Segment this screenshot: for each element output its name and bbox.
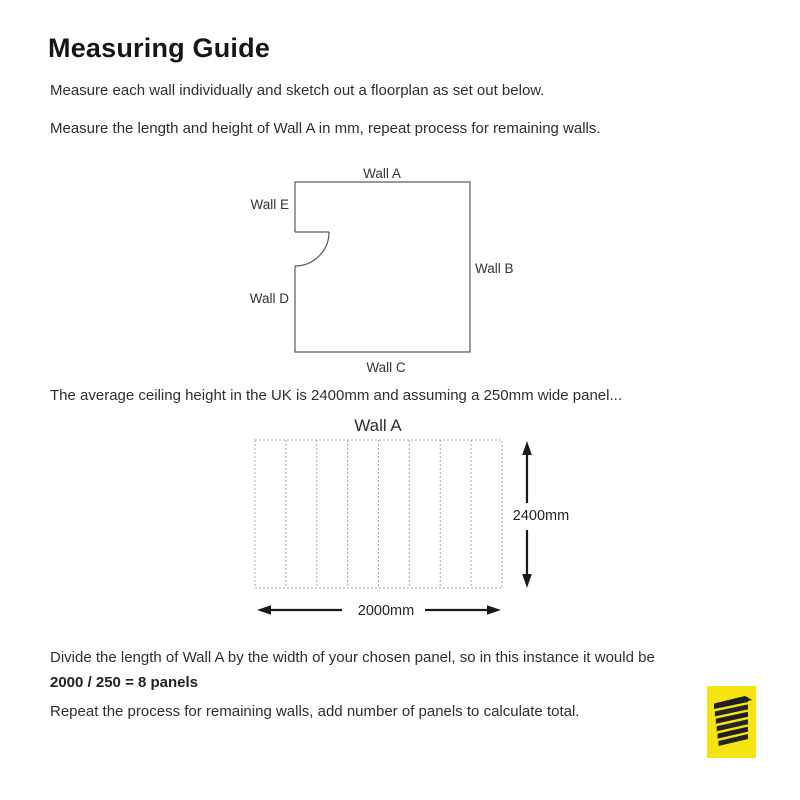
divide-instruction-text: Divide the length of Wall A by the width of your chosen panel, so in this instance it would be	[50, 649, 655, 666]
floorplan-diagram	[240, 158, 530, 380]
arrow-down-icon	[522, 574, 532, 588]
width-dimension-label: 2000mm	[357, 603, 415, 619]
arrow-up-icon	[522, 441, 532, 455]
page-title: Measuring Guide	[48, 33, 271, 63]
panel-formula-text: 2000 / 250 = 8 panels	[50, 674, 199, 691]
floorplan-walls	[295, 182, 470, 352]
width-dimension-arrow	[257, 603, 501, 619]
intro-text-1: Measure each wall individually and sketch out a floorplan as set out below.	[50, 82, 545, 99]
brand-logo	[707, 686, 756, 758]
height-dimension-arrow	[513, 441, 569, 588]
height-dimension-label: 2400mm	[512, 508, 570, 524]
wall-b-label: Wall B	[475, 261, 514, 276]
intro-text-2: Measure the length and height of Wall A in mm, repeat process for remaining walls.	[50, 120, 601, 137]
ceiling-height-text: The average ceiling height in the UK is 2400mm and assuming a 250mm wide panel...	[50, 387, 622, 404]
wall-e-label: Wall E	[250, 197, 289, 212]
arrow-right-icon	[487, 605, 501, 615]
panel-diagram	[245, 410, 575, 622]
arrow-left-icon	[257, 605, 271, 615]
wall-a-label: Wall A	[363, 166, 401, 181]
repeat-instruction-text: Repeat the process for remaining walls, add number of panels to calculate total.	[50, 703, 580, 720]
panel-diagram-title: Wall A	[354, 416, 402, 435]
wall-d-label: Wall D	[249, 291, 289, 306]
panel-dividers	[286, 440, 471, 588]
door-swing-arc	[295, 232, 329, 266]
panel-stack-icon	[707, 686, 756, 758]
wall-c-label: Wall C	[366, 360, 406, 375]
